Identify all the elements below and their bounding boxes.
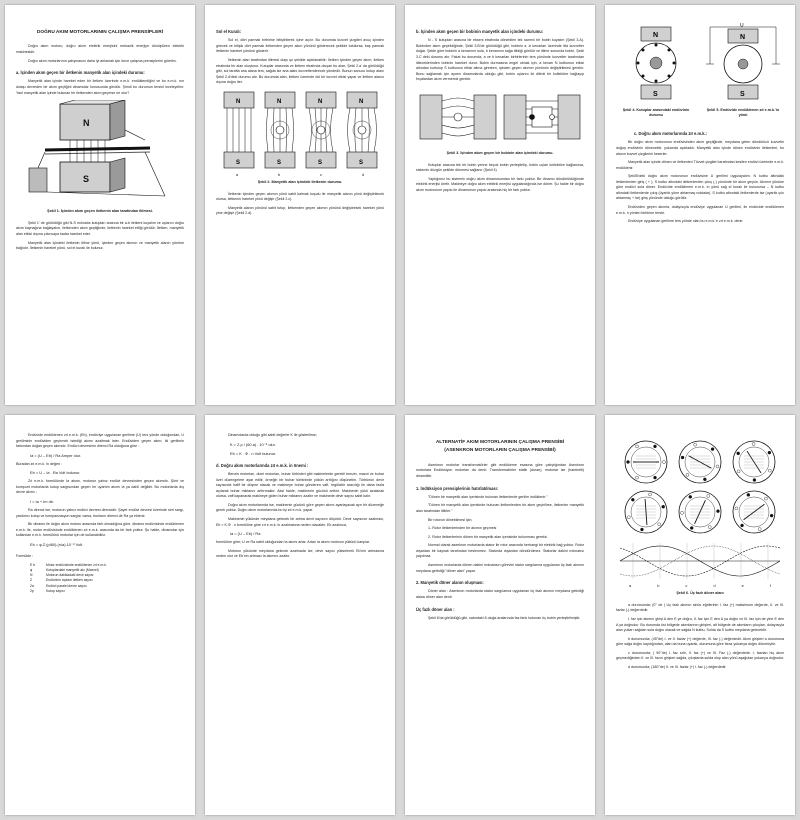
legend-row: E b Motor endüvisinde endüklenen zıt e.m.k.: [30, 562, 107, 567]
page-title: ALTERNATİF AKIM MOTORLARININ ÇALIŞMA PRENSİBİ: [435, 440, 565, 445]
paragraph: Motorun yükünde meydana gelecek azalmada ise, devir sayısı yükselerek Eb'nin artmasına neden olur ve Eb'nin artması Ia akımını azaltır.: [216, 548, 384, 559]
legend-row: φ Kutuplardaki manyetik akı (Maxvel): [30, 567, 99, 572]
legend-row: N Motorun dakikadaki devir sayısı: [30, 573, 94, 578]
figure-6-stator-ring: [625, 441, 667, 483]
document-page-3: [405, 5, 595, 405]
paragraph: Bir rotorun dönebilmesi için;: [428, 517, 473, 522]
section-heading: b. İçinden akım geçen bir bobinin manyetik alan içindeki durumu:: [416, 29, 544, 34]
document-page-7: [405, 415, 595, 815]
document-page-8: [605, 415, 795, 815]
paragraph: Endüvide endüklenen zıt e.m.k. (Eb), endüviye uygulanan gerilime (U) ters yönde olduğundan, U geriliminin endüviden geçirmek istediği akımı azaltmak ister. Endüviden geçen akım, iki gerilimin farkından doğan geçen akımdır. Endüvi devresinin direnci Ra olduğuna göre :: [16, 433, 184, 449]
formula: Eb = U – Ia . Ra Volt bulunur.: [30, 470, 81, 476]
figure-4-armature-between-poles: [616, 23, 696, 103]
figure-caption: Şekil 6. Üç fazlı döner alanı: [676, 591, 724, 596]
voltage-label: U: [740, 23, 744, 29]
pole-label: N: [740, 34, 746, 41]
section-heading: a. İçinden akım geçen bir iletkenin manyetik alan içindeki durumu:: [16, 70, 145, 76]
figure-6-stator-ring: [733, 441, 775, 483]
paragraph: Asenkron motorlarda dönen dakini mıknatısın görevini stator sargılarına uygulanan üç fazlı akımın meydana getirdiği "döner alan" yapar.: [416, 562, 584, 573]
figure-1-conductor-in-field: [25, 100, 175, 205]
document-page-2: [205, 5, 395, 405]
pole-label: S: [653, 91, 658, 98]
figure-2-panel: [224, 92, 254, 168]
paragraph: Makinenin yükünde meydana gelecek bir artma devir sayısını düşürür. Devir sayısının azalması, Eb = K.Φ . n formülüne göre zıt e.m.k. in azalmasına neden olacaktır. Eb azalınca,: [216, 516, 384, 527]
paragraph: Normal olarak asenkron motorlarda stator ile rotor arasında herhangi bir elektrik bağ yoktur. Rotor dışardan bir kaynak tarafından beslenmez. Statorda dışardan döndürülmez. Statorlar dakini mıknatısı yapılmaz.: [416, 543, 584, 559]
paragraph: c durumunda; ( 90°de) I. faz sıfır, II. faz (+) ve III. Faz (-) değerdedir. I. fazdan hiç akım geçmediğinden II. ve III. fazın girişleri sağda, çıkışlarda solda olup alan yönü aşağıdan yukarıya doğrudur.: [616, 650, 785, 661]
paragraph: d durumunda; (180°de) II. ve III. fazlar (+) I. faz (-) değerdedir.: [628, 664, 727, 669]
formula-legend: [30, 563, 184, 595]
paragraph: İletkenin içinden geçen akımın yönü sabit kalmak koşulu ile manyetik alanın yönü değiştirilecek olursa, iletkenin hareket yönü değişir (Şekil 2.c).: [216, 191, 384, 202]
paragraph: İletkenin alan tarafından itilmesi olayı şu şekilde açıklanabilir: İletken içinden geçen akım, iletken etrafında bir alan oluşturur. Kutuplar arasında ve iletken etrafında oluşan bu alan, Şekil 2.a' da görüldüğü gibi, sol tarafta ana alana ters, sağda ise ana alanı kuvvetlendirecek yöndedir. Bunun sonucu kutup alanı Şekil 2.d'deki durumu alır. Bu durumda alan, iletken üzerinde dol bir kuvvet etkisi yapar ve iletken alanın dışına doğru iter.: [216, 58, 384, 85]
document-page-1: [5, 5, 195, 405]
paragraph: Sol el, dört parmak birbirine bitiştirilerek içine açılır. Bu durumda kuvvet çizgileri avuç içinden girecek ve bitişik dört parmak iletkenden geçen akım yönünü gösterecek şekilde tutulursa; baş parmak iletkenin hareket yönünü gösterir.: [216, 38, 384, 54]
formula: Eb = φ.Z.(p/60).(n/a).10⁻⁸ Volt: [30, 541, 83, 547]
section-heading: c. Doğru akım motorlarında zıt e.m.k.:: [634, 131, 708, 137]
section-heading: Üç fazlı döner alan :: [416, 606, 455, 612]
paragraph: Manyetik alan içinde dönen ve iletkenleri Tüvvet çizgileri tarafından kesilen endüvi üzerinde e.m.k. endüklenir.: [616, 160, 784, 170]
figure-6-three-phase-rotating-field: [616, 437, 784, 537]
figure-caption: Şekil 1. İçinden akım geçen iletkenin alan tarafından itilmesi.: [47, 209, 153, 214]
paragraph: a durumunda; (0° de ) Uç fazlı akımın sinüs eğrilerinin I. faz (+) maksimum değerde, II. ve III. fazlar (-) değerdedir.: [616, 602, 784, 613]
svg-text:S: S: [318, 159, 323, 166]
formula: K = Z.p / (60.a) . 10⁻⁸ olur.: [230, 441, 276, 447]
paragraph: Manyetik alanın yönünü sabit tutup, iletkenden geçen akımın yönünü değiştirirsek hareket yönü yine değişir (Şekil 2.d).: [216, 205, 384, 216]
figure-label: e: [741, 583, 744, 588]
formula: Ia = (U – Eb) / Ra Amper olur.: [30, 452, 82, 458]
pole-label: N: [653, 32, 659, 39]
figure-3-coil-in-field: [416, 87, 584, 147]
legend-row: Z Endüvinin toplam iletken sayısı: [30, 578, 93, 583]
paragraph: Ra direnci ise, motorun yalnız endüvi devresi direncidir. Şayet endüvi devresi üzerinde seri sargı, yardımcı kutup ve kompanzasyon sargısı varsa, bunların direnci de Ra ya eklenir.: [16, 508, 184, 518]
page-subtitle: (ASENKRON MOTORLARIN ÇALIŞMA PRENSİBİ): [444, 448, 556, 454]
paragraph: "Dönen bir manyetik alan içerisinde bulunan iletkenlerden bir akım geçirilirse, iletkenler manyetik alan tarafından itilirler.": [416, 503, 584, 513]
page-title: DOĞRU AKIM MOTORLARININ ÇALIŞMA PRENSİPLERİ: [36, 30, 164, 35]
figure-6-stator-ring: [733, 491, 775, 533]
figure-label: b: [657, 583, 660, 588]
svg-text:N: N: [359, 98, 364, 105]
figure-caption: Şekil 5. Endüvide endüklenen zıt e.m.k.'in yönü: [706, 107, 780, 118]
figure-caption: Şekil 2. Manyetik alan içindeki iletkenin durumu.: [257, 180, 343, 185]
pole-label: S: [740, 91, 745, 98]
paragraph: Şekil 1' de görüldüğü gibi N-S mıknatıs kutupları arasına bir a-b iletkeni koyalım ve uçlarını doğru akım kaynağına bağlayalım, iletkenden akım geçtiğinde, iletkenin hareket ettiği görülür. İletken, manyetik alan etkisi dışına çıkıncaya kadar hareket eder.: [16, 220, 184, 236]
paragraph: Manyetik alan içinde hareket eden bir iletken üzerinde e.m.k. endüklendiğini ve bu e.m.k. nın dolaşı devreden bir akım geçtiğini dinamolar konusunda gördük. Şimdi bu durumun tersini inceleyelim: Yani manyetik alan içinde bulunan bir iletkenden akım geçerse ne olur?: [16, 79, 184, 95]
svg-text:N: N: [83, 118, 90, 129]
figure-label: a: [235, 171, 239, 177]
formula: Eb = K . Φ . n Volt bulunur.: [230, 450, 277, 456]
paragraph: "Dönen bir manyetik alan içerisinde bulunan iletkenlerde gerilim indüklenir.": [428, 494, 548, 499]
figure-2-panel: [306, 92, 336, 168]
paragraph: Endüviden geçen akımla, dolayısıyla endüviye uygulanan U gerilimi, ile endüvide endüklenen e.m.k. n yönleri birbirine terstir.: [616, 205, 784, 215]
figure-6-stator-ring: [679, 491, 721, 533]
document-page-6: [205, 415, 395, 815]
figure-label: c: [320, 171, 322, 177]
formula: Ia = (U – Eb) / Ra: [230, 531, 261, 537]
figure-6-phase-waveforms: [616, 541, 784, 581]
svg-text:S: S: [277, 159, 282, 166]
section-heading: 1. İndüksiyon prensiplerinin hatırlatılması:: [416, 485, 499, 491]
section-heading: 2. Manyetik döner alanın oluşması:: [416, 580, 484, 586]
figure-2-panel: [265, 92, 295, 168]
paragraph: b durumunda; (45°de) I. ve II. fazlar (+) değerde, III. faz (-) değerdedir. Akım girişleri a durumuna göre sağa doğru kaydığından, alan da buna uyarak, durumuna göre biraz yukarıya doğru dönmüştür.: [616, 636, 784, 647]
paragraph: Manyetik alan içindeki iletkenin itilme yönü, içinden geçen akımın ve manyetik alanın yönüne bağlıdır. İletkenin hareket yönü, sol el kuralı ile bulunur.: [16, 240, 184, 251]
paragraph: Şekil5'deki doğru akım motorunun endüvisine U gerilimi uygulayalım. N kutbu altındaki iletkenlerden giriş ( + ), S kutbu altındaki iletkenlerden çıkış (-) yönünde bir akım geçsin. Akımın yönüne göre endüvi sola döner. Endüvide endüklenen e.m.k. in yönü sağ el kuralı ile bulunursa – N kutbu altındaki iletkenlerde çıkış (üyarlık yöne ahtarmaç noktalar), S kutbu altındaki iletkenlerde ise (uyarlık çıkı ahtarmaç + lar) giriş yönünde olduğu görülür.: [616, 174, 784, 201]
paragraph: Doğru akım motorlarının çalışmasını daha iyi anlamak için önce çalışma prensiplerini görelim.: [28, 58, 177, 63]
figure-label: d: [713, 583, 716, 588]
formula: I = Ia + Im dir.: [30, 499, 54, 505]
paragraph: Buradan zıt e.m.k. in değeri :: [16, 461, 62, 466]
paragraph: Endüviye uygulanan gerilime ters yönde olan bu e.m.k.'e zıt e.m.k. denir.: [628, 219, 744, 224]
svg-text:N: N: [236, 98, 241, 105]
paragraph: Yaptığımız bu sistemin doğru akım dinamosundan bir farkı yoktur. Bir dinamo döndürüldüğünde elektrik enerjisi üretir. Makineye doğru akım elektrik enerjisi uygulandığında ise döner. Şu halde bir doğru akım motorunun yapısı ile dinamonun yapısı arasında hiç bir fark yoktur.: [416, 176, 584, 192]
document-page-4: [605, 5, 795, 405]
svg-text:S: S: [359, 159, 364, 166]
svg-text:S: S: [83, 174, 90, 185]
paragraph: Kutuplar arasına tek bir bobin yerine birçok bobin yerleştirilip, bobin uçları kollektöre bağlanırsa, sistemin düzgün şekilde dönmesi sağlanır (Şekil 4): [416, 162, 584, 173]
legend-title: Formülde :: [16, 553, 34, 558]
figure-5-back-emf-direction: [702, 23, 784, 103]
paragraph: formülüne göre; U ve Ra sabit olduğundan Ia akımı artar. Artan Ia akımı motorun yükünü karşılar.: [216, 540, 371, 545]
list-item: 2- Rotor iletkenlerinin dönen bir manyetik alan içerisinde bulunması gerekir.: [428, 534, 548, 539]
paragraph: Döner alan : Asenkron motorlarda stator sargılarına uygulanan üç fazlı akımın meydana getirdiği alana döner alan denir.: [416, 589, 584, 599]
figure-2-field-conditions: [216, 90, 384, 170]
section-heading: Sol el Kuralı:: [216, 29, 242, 34]
figure-label: c: [685, 583, 688, 588]
svg-text:N: N: [318, 98, 323, 105]
figure-label: b: [277, 171, 281, 177]
paragraph: Dinamolarda olduğu gibi sabit değerler K ile gösterilirse;: [228, 433, 317, 437]
figure-label: d: [361, 171, 365, 177]
paragraph: Bir doğru akım motorunun endüvisinden akım geçtiğinde, meydana gelen döndürücü kuvvetin doğuş endüvinin dönecektir, yukarıda açıkladık. Manyetik alan içinde dönen endüvinin iletkenleri, bu alanın kuvvet çizgilerini keserler.: [616, 140, 784, 156]
paragraph: Şekil 6'da görüldüğü gibi, satordaki 6 oluğa aralarında faz farkı bulunan üç bobin yerleştirilmiştir.: [428, 615, 581, 620]
figure-caption: Şekil 3. İçinden akım geçen bir bobinin alan içindeki durumu.: [446, 150, 554, 155]
legend-row: 2a Endüvi paralel devre sayısı: [30, 583, 87, 588]
paragraph: Zıt e.m.k. formülünde Ia akımı, motorun yalnız endüvi devresinden geçen akımdır. Şönt ve kompunt motorlarda kutup sargısından geçen Im uyartım akımı Ia ya dahil değildir. Bu motorlarda dış devre akımı ;: [16, 479, 184, 495]
paragraph: Asenkron motorlar transformatörler gibi endükleme esasına göre çalıştığından Asenkron motorlara Endüksiyon motorları da denir. Transformatörler statik (duran), motorlar ise (hareketli) dinamiktir.: [416, 462, 584, 478]
document-page-5: [5, 415, 195, 815]
list-item: 1- Rotor iletkenlerinden bir akımın geçmesi: [428, 526, 497, 531]
figure-6-stator-ring: [679, 441, 721, 483]
svg-text:S: S: [236, 159, 241, 166]
paragraph: Bir dinamo ile doğru akım motoru arasında fark olmadığına göre, dinamo endüvisinde endüklenen e.m.k. ile, motor endüvisinde endüklenen zıt e.m.k. arasında da bir fark yoktur. Şu halde, dinamolar için kullanılan e.m.k. formülünü motorlar için de kullanabiliriz.: [16, 522, 184, 538]
legend-row: 2p Kutup sayısı: [30, 588, 65, 593]
figure-label: f: [769, 583, 771, 588]
figure-label: a: [628, 583, 632, 588]
paragraph: Benzin motorları, dizel motorları, buhar türbinleri gibi makinelerde gerekli benzin, mazot ve buhar özel düzengelere ayar edilir, örneğin bir buhar türbininde yükün arttığını düşünelim. Türbünün devir sayısında hafif bir düşme olacak ve makineye buhar gönderen vaff, regülatör aracılığı ile daha fazla açılarak buhar miktarını arttırmaktır. Aksi halde, makinenin gücünü arttırır. Makinenin yükü azalacak olursa, vaff kapanarak makineye giden buhar miktarını azaltır ve makinede devir sayısı sabit kalır.: [216, 472, 384, 499]
figure-2-panel: [347, 92, 377, 168]
svg-text:N: N: [277, 98, 282, 105]
section-heading: d. Doğru akım motorlarında zıt e.m.k. in önemi :: [216, 462, 309, 468]
paragraph: N - S kutupları arasına bir ekseni etrafında dönebilen tek sarımlı bir bobin koyalım (Şekil 3.A). Bobinden akım geçirildiğinde, Şekil 3.B'de görüldüğü gibi, bobinin a -b kenarları üzerinde itici kuvvetler doğar. Şekle göre bobinin a kenarının sola, b kenarının sağa itildiği görülür ve itilme sonunda bobin, Şekil 3.C deki durumu alır. Fakat bu durumda, a ve b kenarları birbirlerinin ters yönünde kuvvetler tarafından itileceklerinden bobinin hareket durur. Bobin durmasına engel olmak için, a kenarı N kutbunun etkisi altından kurtulup S kutbunun etkisi altına girerken, içinden geçen akımın yönünün değiştirilmesi gerekir. Bunu sağlamak için aynen dinamolarda olduğu gibi, bobin uçlarını iki dilimli bir kollektöre bağlayıp fırçalardan akım vermemiz gerekir.: [416, 38, 584, 82]
paragraph: I. faz için akımın girişi A den E ye doğru, II. faz için E den A ya doğru ve III. faz için de yine E den A ya doğrudur. Bu durumda üst bölgede akımlarının girişleri, alt bölgede de akımların çıkışları, dolayısıyla alan yukarı sağdan sola doğru olacak ve sağda N kutbu, Solda da S kutbu meydana gelecektir.: [616, 617, 784, 633]
paragraph: Doğru akım motorlarında ise, makinenin gücünü göre geçen akımı ayarlayacak ayrı bir düzeneğe gerek yoktur. Doğru akım motorlarında bu işi zıt e.m.k. yapar.: [216, 502, 384, 513]
figure-6-stator-ring: [625, 491, 667, 533]
figure-caption: Şekil 4. Kutuplar arasındaki endüvinin durumu: [622, 107, 690, 118]
paragraph: Doğru akım motoru, doğru akım elektrik enerjisini mekanik enerjiye dönüştüren elektrik makinesidir.: [16, 44, 184, 54]
